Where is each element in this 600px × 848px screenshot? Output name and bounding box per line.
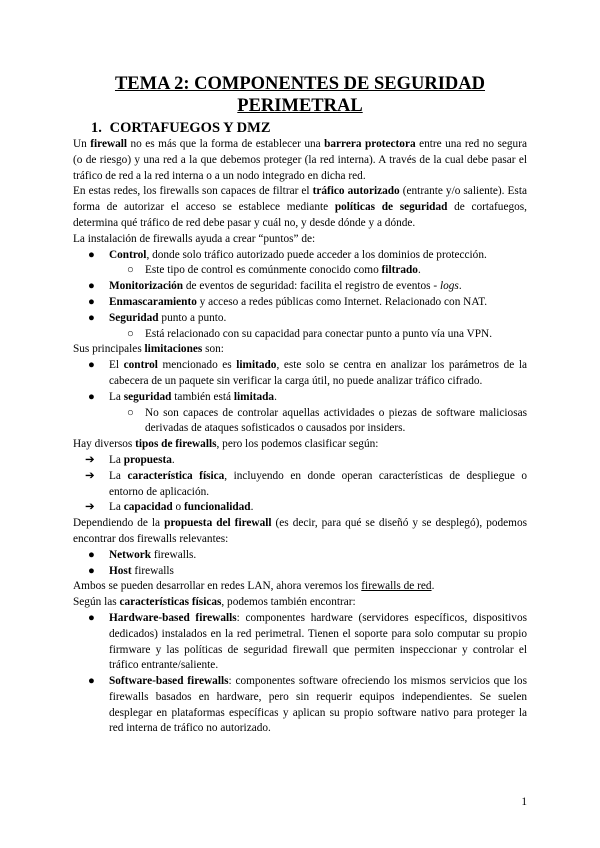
document-title: TEMA 2: COMPONENTES DE SEGURIDAD PERIMETRAL — [114, 74, 486, 116]
paragraph-points-intro: La instalación de firewalls ayuda a crear “puntos” de: — [73, 232, 316, 245]
bullet-marker: ● — [88, 564, 95, 577]
paragraph-types-intro: Hay diversos tipos de firewalls, pero los podemos clasificar según: — [73, 438, 379, 451]
list-item: ○ No son capaces de controlar aquellas actividades o piezas de software maliciosas derivadas de ataques sofisticados o causados por insiders. — [127, 406, 527, 435]
limitations-list — [73, 358, 527, 437]
paragraph-firewall-filtering: En estas redes, los firewalls son capaces de filtrar el tráfico autorizado (entrante y/o saliente). Esta forma de autorizar el acceso se establece mediante políticas de seguridad de cortafuegos, determina qué tráfico de red debe pasar y cuál no, y desde dónde y a dónde. — [73, 185, 527, 229]
sub-bullet-marker: ○ — [127, 264, 134, 277]
list-item: ● Enmascaramiento y acceso a redes públicas como Internet. Relacionado con NAT. — [73, 295, 527, 311]
sub-bullet-marker: ○ — [127, 406, 134, 419]
list-item: ➔ La capacidad o funcionalidad. — [73, 500, 527, 516]
list-item: ● Control, donde solo tráfico autorizado puede acceder a los dominios de protección. — [73, 248, 527, 264]
list-item: ➔ La propuesta. — [73, 453, 527, 469]
list-item: ● Network firewalls. — [73, 548, 527, 564]
list-item: ● Hardware-based firewalls: componentes hardware (servidores específicos, dispositivos dedicados) instalados en la red perimetral. Tienen el soporte para solo computar su propio firmware y las políticas de seguridad firewall que permiten inspeccionar y controlar el tráfico entrante/saliente. — [88, 611, 527, 672]
bullet-marker: ● — [88, 548, 95, 561]
section-number: 1. — [91, 120, 102, 136]
firewalls-de-red-link[interactable]: firewalls de red — [361, 580, 432, 593]
paragraph-lan: Ambos se pueden desarrollar en redes LAN, ahora veremos los firewalls de red. — [73, 580, 435, 593]
arrow-marker: ➔ — [85, 453, 95, 466]
classification-list — [73, 453, 527, 516]
bullet-marker: ● — [88, 675, 95, 688]
bullet-marker: ● — [88, 359, 95, 372]
bullet-marker: ● — [88, 280, 95, 293]
physical-types-list — [73, 611, 527, 737]
points-list — [73, 248, 527, 343]
bullet-marker: ● — [88, 611, 95, 624]
list-item: ○ Este tipo de control es comúnmente conocido como filtrado. — [73, 263, 527, 279]
paragraph-limitations-intro: Sus principales limitaciones son: — [73, 343, 224, 356]
list-item: ● La seguridad también está limitada. — [73, 390, 527, 406]
bullet-marker: ● — [88, 248, 95, 261]
sub-bullet-marker: ○ — [127, 327, 134, 340]
section-title: CORTAFUEGOS Y DMZ — [109, 120, 271, 136]
bullet-marker: ● — [88, 311, 95, 324]
arrow-marker: ➔ — [85, 501, 95, 514]
firewall-purpose-list — [73, 548, 527, 580]
list-item: ○ Está relacionado con su capacidad para conectar punto a punto vía una VPN. — [73, 327, 527, 343]
list-item: ● Host firewalls — [73, 564, 527, 580]
list-item: ● El control mencionado es limitado, este solo se centra en analizar los parámetros de la cabecera de un paquete sin verificar la carga útil, no puede analizar tráfico cifrado. — [88, 359, 527, 387]
bullet-marker: ● — [88, 390, 95, 403]
paragraph-physical-intro: Según las características físicas, podemos también encontrar: — [73, 596, 356, 609]
paragraph-firewall-definition: Un firewall no es más que la forma de establecer una barrera protectora entre una red no segura (o de riesgo) y una red a la que debemos proteger (la red interna). A través de la cual debe pasar el tráfico de red a la red interna o a un nodo integrado en dicha red. — [73, 138, 527, 182]
page-number: 1 — [521, 796, 527, 808]
list-item: ➔ La característica física, incluyendo en donde operan características de despliegue o entorno de aplicación. — [85, 469, 527, 498]
list-item: ● Monitorización de eventos de seguridad: facilita el registro de eventos - logs. — [73, 279, 527, 295]
paragraph-proposal: Dependiendo de la propuesta del firewall (es decir, para qué se diseñó y se desplegó), podemos encontrar dos firewalls relevantes: — [73, 517, 527, 545]
list-item: ● Software-based firewalls: componentes software ofreciendo los mismos servicios que los firewalls basados en hardware, pero sin requerir equipos independientes. Se suelen desplegar en plataformas específicas y aplican su propio software nativo para proteger la red interna de tráfico no autorizado. — [88, 675, 527, 735]
list-item: ● Seguridad punto a punto. — [73, 311, 527, 327]
bullet-marker: ● — [88, 295, 95, 308]
arrow-marker: ➔ — [85, 469, 95, 482]
section-heading — [91, 119, 527, 137]
